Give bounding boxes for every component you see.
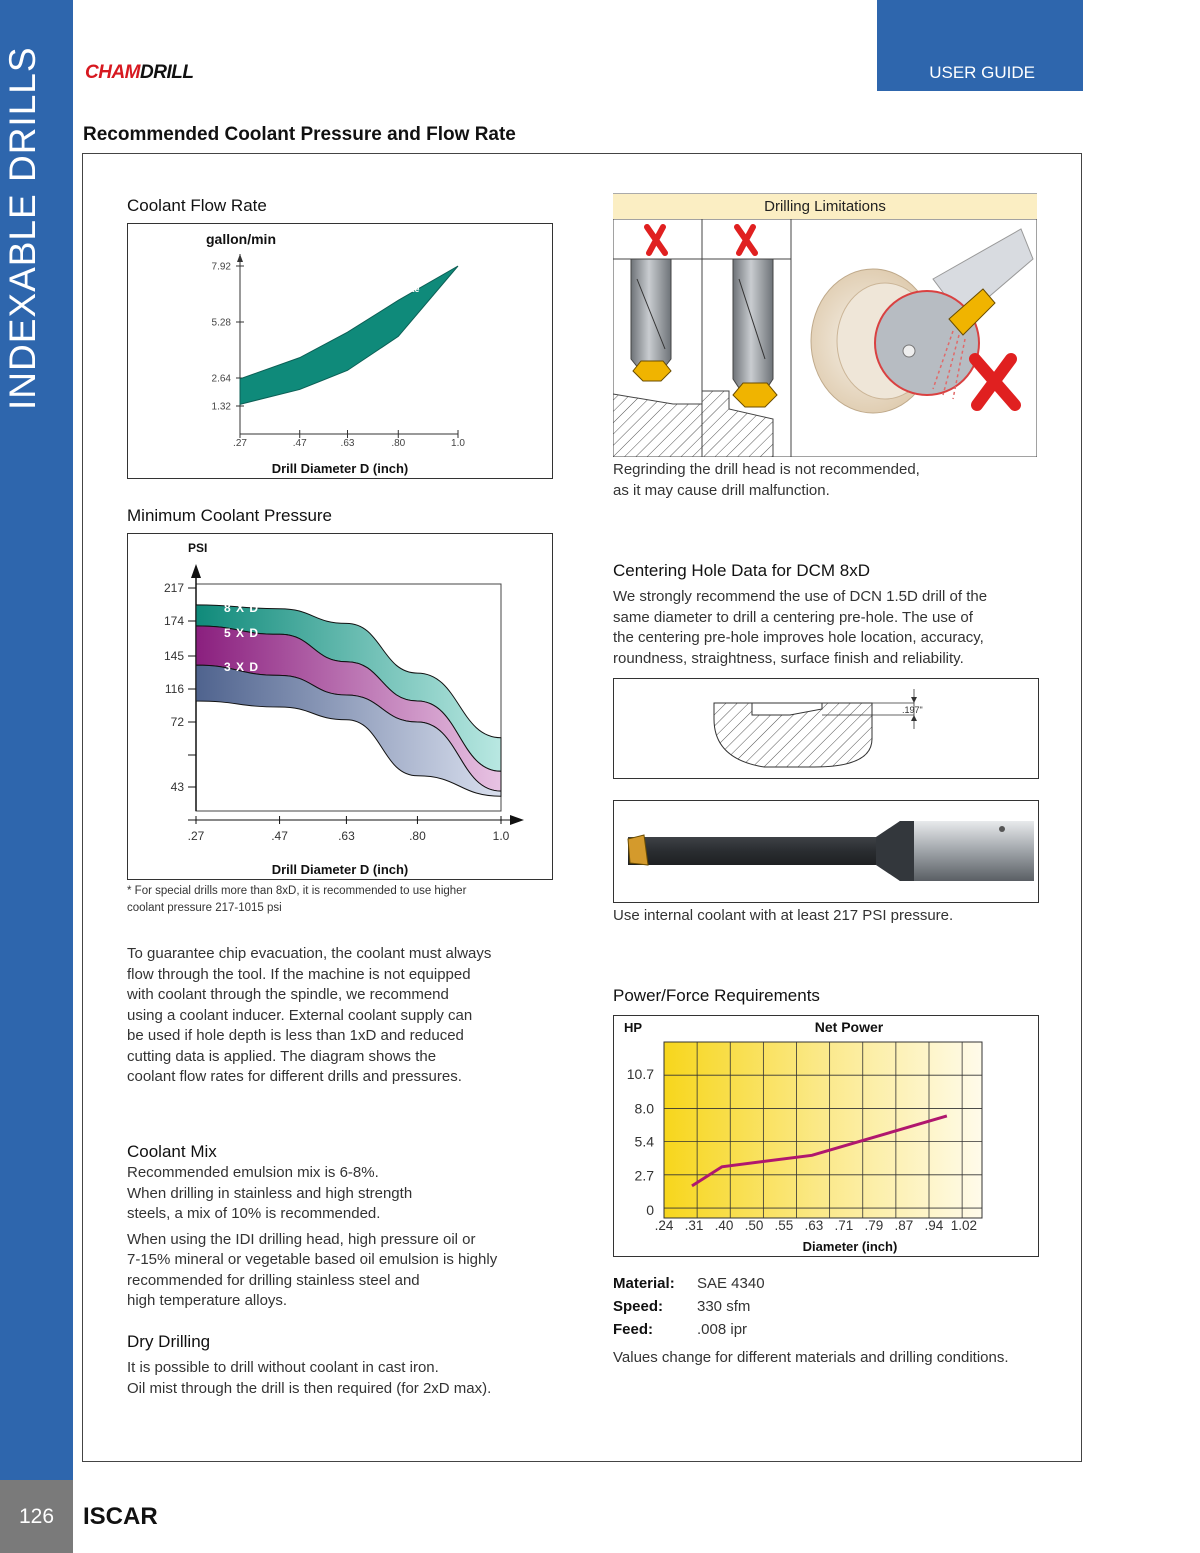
paragraph-line: roundness, straightness, surface finish and reliability. (613, 649, 964, 667)
power-x-tick-label: .31 (684, 1218, 704, 1233)
power-plot-area (664, 1042, 982, 1218)
power-x-tick-label: .79 (864, 1218, 884, 1233)
coolant-paragraph (127, 944, 557, 1088)
page-title: Recommended Coolant Pressure and Flow Rate (83, 124, 516, 145)
paragraph-line: When drilling in stainless and high strength (127, 1184, 413, 1202)
flow-y-tick-label: 7.92 (211, 261, 231, 273)
pressure-x-tick-label: 1.0 (492, 829, 510, 843)
flow-rate-band (240, 266, 458, 404)
spec-label: Feed: (613, 1321, 654, 1338)
flow-y-tick-label: 5.28 (211, 317, 231, 329)
spec-row (613, 1318, 765, 1341)
drill-photo (613, 800, 1039, 903)
flow-y-tick-label: 2.64 (211, 373, 231, 385)
pressure-heading: Minimum Coolant Pressure (127, 506, 333, 525)
spec-value: SAE 4340 (697, 1275, 765, 1292)
centering-text (613, 587, 1053, 669)
footer-brand: ISCAR (83, 1503, 158, 1530)
coolant-note: Use internal coolant with at least 217 PSI pressure. (613, 907, 954, 924)
caption-line: Regrinding the drill head is not recommended, (613, 461, 920, 478)
paragraph-line: coolant flow rates for different drills and pressures. (127, 1068, 462, 1085)
flow-x-tick-label: .80 (391, 438, 406, 449)
spec-label: Material: (613, 1275, 675, 1292)
pressure-x-tick-label: .27 (187, 829, 205, 843)
centering-dimension: .197" (902, 705, 923, 715)
dry-drilling-heading: Dry Drilling (127, 1332, 211, 1351)
power-hp-label: HP (624, 1020, 643, 1035)
paragraph-line: steels, a mix of 10% is recommended. (127, 1205, 381, 1222)
power-y-tick-label: 5.4 (634, 1133, 654, 1150)
pressure-chart (128, 534, 552, 879)
coolant-mix-text (127, 1163, 557, 1312)
power-y-tick-label: 0 (646, 1202, 654, 1218)
paragraph-line: the centering pre-hole improves hole location, accuracy, (613, 629, 984, 646)
spec-row (613, 1272, 765, 1295)
power-x-tick-label: .87 (894, 1218, 914, 1233)
flow-x-tick-label: .47 (292, 438, 307, 449)
pressure-x-tick-label: .47 (271, 829, 288, 843)
page-number: 126 (0, 1480, 73, 1553)
power-x-tick-label: 1.02 (950, 1218, 978, 1233)
paragraph-line: be used if hole depth is less than 1xD and reduced (127, 1027, 464, 1044)
flow-rate-heading: Coolant Flow Rate (127, 196, 267, 215)
power-x-tick-label: .63 (804, 1218, 824, 1233)
pressure-series-label: 5 X D (224, 626, 260, 640)
pressure-unit-label: PSI (188, 541, 208, 555)
centering-heading: Centering Hole Data for DCM 8xD (613, 561, 870, 580)
flow-y-tick-label: 1.32 (211, 401, 231, 413)
flow-rate-chart-box (127, 223, 553, 479)
power-y-tick-label: 10.7 (626, 1065, 654, 1082)
pressure-series-label: 8 X D (224, 601, 260, 615)
paragraph-line: high temperature alloys. (127, 1292, 288, 1309)
power-chart (614, 1016, 1038, 1256)
paragraph-line: 7-15% mineral or vegetable based oil emulsion is highly (127, 1251, 498, 1268)
power-x-tick-label: .40 (714, 1218, 734, 1233)
flow-band-label-2: rate (403, 284, 420, 294)
pressure-y-tick-label: 217 (163, 581, 184, 595)
pressure-series-label: 3 X D (224, 660, 260, 674)
paragraph-line: Recommended emulsion mix is 6-8%. (127, 1164, 379, 1181)
power-x-label: Diameter (inch) (802, 1239, 898, 1254)
flow-rate-chart (128, 224, 552, 478)
flow-band-label-1: flow (403, 274, 421, 284)
footnote-line: coolant pressure 217-1015 psi (127, 902, 282, 914)
paragraph-line: We strongly recommend the use of DCN 1.5D drill of the (613, 588, 988, 605)
paragraph-line: recommended for drilling stainless steel and (127, 1271, 420, 1289)
power-y-tick-label: 8.0 (634, 1100, 654, 1117)
pressure-y-tick-label: 174 (163, 614, 184, 628)
pressure-x-tick-label: .80 (409, 829, 426, 843)
drilling-limitations-figure (613, 193, 1037, 457)
power-chart-box (613, 1015, 1039, 1257)
drill-photo-svg (614, 801, 1038, 902)
power-x-tick-label: .55 (774, 1218, 794, 1233)
power-heading: Power/Force Requirements (613, 986, 820, 1005)
paragraph-line: When using the IDI drilling head, high pressure oil or (127, 1230, 476, 1248)
paragraph-line: To guarantee chip evacuation, the coolant must always (127, 945, 492, 962)
centering-hole-svg (614, 679, 1038, 778)
footnote-line: * For special drills more than 8xD, it is recommended to use higher (127, 885, 467, 897)
caption-line: as it may cause drill malfunction. (613, 481, 830, 499)
paragraph-line: using a coolant inducer. External coolant supply can (127, 1006, 473, 1024)
flow-x-label: Drill Diameter D (inch) (271, 461, 409, 476)
limitations-illustration (613, 219, 1037, 457)
paragraph-line: Oil mist through the drill is then required (for 2xD max). (127, 1379, 492, 1397)
power-x-tick-label: .71 (834, 1218, 854, 1233)
flow-unit-label: gallon/min (206, 231, 276, 247)
user-guide-tab: USER GUIDE (877, 0, 1083, 91)
pressure-footnote (127, 883, 466, 917)
limitations-header: Drilling Limitations (613, 193, 1037, 219)
dry-drilling-text (127, 1358, 557, 1399)
pressure-y-tick-label: 145 (163, 649, 184, 663)
limitations-caption (613, 460, 1037, 501)
drill-body-icon (631, 259, 671, 381)
flow-x-tick-label: .27 (233, 438, 247, 449)
spec-row (613, 1295, 765, 1318)
power-specs (613, 1272, 765, 1341)
pressure-y-tick-label: 116 (164, 682, 184, 696)
paragraph-line: with coolant through the spindle, we recommend (127, 986, 449, 1003)
paragraph-line: cutting data is applied. The diagram shows the (127, 1047, 437, 1065)
spec-value: 330 sfm (697, 1298, 751, 1315)
chamdrill-logo: CHAMDRILL (85, 62, 194, 83)
pressure-x-arrow (510, 815, 524, 825)
flow-x-tick-label: .63 (340, 438, 355, 449)
spec-label: Speed: (613, 1298, 664, 1315)
flow-y-arrow (237, 254, 243, 262)
centering-hole-diagram (613, 678, 1039, 779)
pressure-y-tick-label: 72 (170, 715, 184, 729)
coolant-mix-heading: Coolant Mix (127, 1142, 217, 1161)
power-x-tick-label: .50 (744, 1218, 764, 1233)
pressure-chart-box (127, 533, 553, 880)
pressure-y-tick-label: 43 (170, 780, 184, 794)
flow-x-tick-label: 1.0 (451, 438, 465, 449)
power-x-tick-label: .94 (924, 1218, 944, 1233)
power-chart-title: Net Power (814, 1019, 884, 1035)
power-y-tick-label: 2.7 (634, 1167, 654, 1184)
paragraph-line: flow through the tool. If the machine is not equipped (127, 965, 471, 983)
power-x-tick-label: .24 (654, 1218, 674, 1233)
power-note: Values change for different materials and drilling conditions. (613, 1349, 1009, 1366)
spec-value: .008 ipr (697, 1321, 748, 1338)
pressure-x-tick-label: .63 (338, 829, 355, 843)
paragraph-line: It is possible to drill without coolant in cast iron. (127, 1359, 439, 1376)
pressure-x-label: Drill Diameter D (inch) (271, 862, 409, 877)
paragraph-line: same diameter to drill a centering pre-hole. The use of (613, 608, 973, 626)
